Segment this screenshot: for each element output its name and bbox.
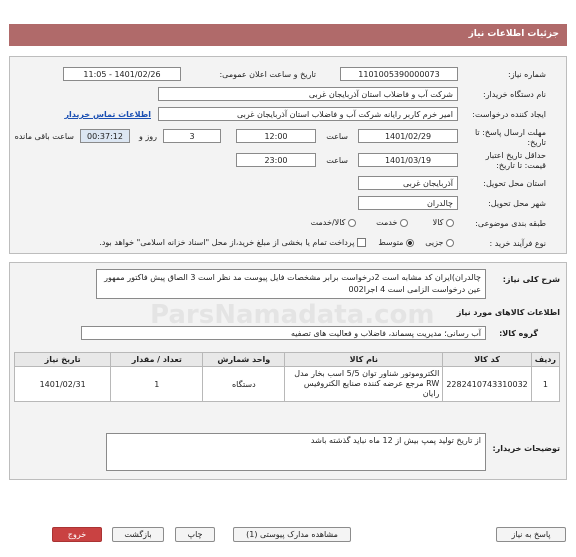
cell-code: 2282410743310032: [443, 367, 531, 402]
buyer-notes-label: توضیحات خریدار:: [492, 444, 560, 453]
province-field: آذربایجان غربی: [358, 176, 458, 190]
page-title: جزئیات اطلاعات نیاز: [468, 29, 559, 39]
validity-time-label: ساعت: [326, 156, 348, 165]
table-row: [15, 367, 560, 402]
treasury-payment-checkbox[interactable]: پرداخت تمام یا بخشی از مبلغ خرید،از محل "اسناد خزانه اسلامی" خواهد بود.: [99, 238, 366, 247]
category-option-service[interactable]: خدمت: [376, 218, 408, 227]
deadline-time-field: 12:00: [236, 129, 316, 143]
radio-icon: [400, 219, 408, 227]
cell-index: 1: [531, 367, 559, 402]
print-button[interactable]: چاپ: [175, 527, 215, 542]
creator-label: ایجاد کننده درخواست:: [472, 110, 546, 119]
col-date: تاریخ نیاز: [15, 353, 111, 367]
days-label: روز و: [139, 132, 157, 141]
goods-table: [14, 352, 560, 402]
buyer-org-field: شرکت آب و فاضلاب استان آذربایجان غربی: [158, 87, 458, 101]
remaining-days-field: 3: [163, 129, 221, 143]
need-summary-panel: [9, 262, 567, 480]
category-option-goods-service[interactable]: کالا/خدمت: [311, 218, 356, 227]
remaining-label: ساعت باقی مانده: [14, 132, 74, 141]
goods-group-field: آب رسانی؛ مدیریت پسماند، فاضلاب و فعالیت های تصفیه: [81, 326, 486, 340]
validity-date-field: 1401/03/19: [358, 153, 458, 167]
col-name: نام کالا: [285, 353, 443, 367]
view-attachments-button[interactable]: مشاهده مدارک پیوستی (1): [233, 527, 351, 542]
cell-name: الکتروموتور شناور توان 5/5 اسب بخار مدل RW مرجع عرضه کننده صنایع الکتروفیس رایان: [285, 367, 443, 402]
city-field: چالدران: [358, 196, 458, 210]
purchase-type-label: نوع فرآیند خرید :: [489, 239, 546, 248]
radio-icon: [446, 219, 454, 227]
buyer-contact-link[interactable]: اطلاعات تماس خریدار: [64, 110, 151, 119]
deadline-date-field: 1401/02/29: [358, 129, 458, 143]
cell-unit: دستگاه: [203, 367, 285, 402]
need-number-field: 1101005390000073: [340, 67, 458, 81]
goods-section-title: اطلاعات کالاهای مورد نیاز: [456, 308, 560, 317]
city-label: شهر محل تحویل:: [488, 199, 546, 208]
province-label: استان محل تحویل:: [483, 179, 546, 188]
watermark-text: ParsNamadata.com: [150, 300, 435, 330]
col-qty: تعداد / مقدار: [111, 353, 203, 367]
col-code: کد کالا: [443, 353, 531, 367]
category-label: طبقه بندی موضوعی:: [475, 219, 546, 228]
cell-date: 1401/02/31: [15, 367, 111, 402]
validity-label: حداقل تاریخ اعتبار قیمت: تا تاریخ:: [485, 151, 546, 170]
deadline-label: مهلت ارسال پاسخ: تا تاریخ:: [474, 128, 546, 147]
purchase-option-minor[interactable]: جزیی: [425, 238, 454, 247]
announce-date-label: تاریخ و ساعت اعلان عمومی:: [219, 70, 316, 79]
radio-icon: [348, 219, 356, 227]
category-option-goods[interactable]: کالا: [433, 218, 454, 227]
reply-button[interactable]: پاسخ به نیاز: [496, 527, 566, 542]
goods-table-header: [15, 353, 560, 367]
buyer-notes-field: از تاریخ تولید پمپ بیش از 12 ماه نباید گذشته باشد: [106, 433, 486, 471]
summary-label: شرح کلی نیاز:: [502, 275, 560, 284]
validity-time-field: 23:00: [236, 153, 316, 167]
creator-field: امیر خرم کاربر رایانه شرکت آب و فاضلاب استان آذربایجان غربی: [158, 107, 458, 121]
need-info-panel: [9, 56, 567, 254]
checkbox-icon: [357, 238, 366, 247]
col-unit: واحد شمارش: [203, 353, 285, 367]
deadline-time-label: ساعت: [326, 132, 348, 141]
page-header: [9, 24, 567, 46]
purchase-option-medium[interactable]: متوسط: [378, 238, 414, 247]
col-index: ردیف: [531, 353, 559, 367]
buyer-org-label: نام دستگاه خریدار:: [483, 90, 546, 99]
radio-icon: [446, 239, 454, 247]
announce-date-field: 1401/02/26 - 11:05: [63, 67, 181, 81]
goods-group-label: گروه کالا:: [499, 329, 538, 338]
exit-button[interactable]: خروج: [52, 527, 102, 542]
summary-text: چالدران)ایران کد مشابه است 2درخواست برابر مشخصات فایل پیوست مد نظر است 3 الصاق پیش فاکتور ممهور عین درخواست الزامی است 4 اجرا002: [96, 269, 486, 299]
back-button[interactable]: بازگشت: [112, 527, 164, 542]
need-number-label: شماره نیاز:: [508, 70, 546, 79]
radio-selected-icon: [406, 239, 414, 247]
cell-qty: 1: [111, 367, 203, 402]
remaining-time-field: 00:37:12: [80, 129, 130, 143]
